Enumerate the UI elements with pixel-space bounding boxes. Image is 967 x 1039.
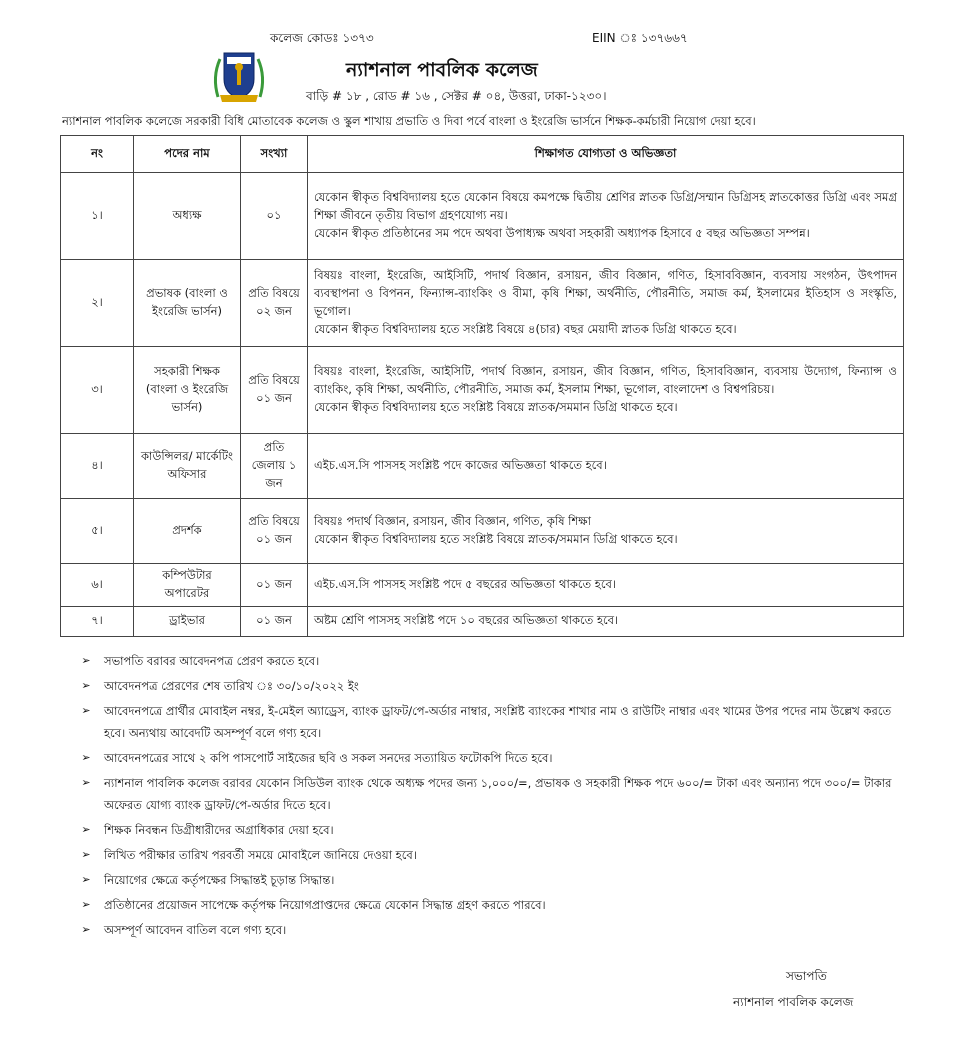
list-item [78, 772, 908, 816]
row-no: ৭। [61, 606, 134, 636]
row-post: সহকারী শিক্ষক (বাংলা ও ইংরেজি ভার্সন) [134, 347, 241, 434]
row-no: ২। [61, 260, 134, 347]
arrow-bullet-icon: ➢ [81, 873, 91, 886]
table-header-row [61, 136, 904, 173]
row-count: প্রতি বিষয়ে ০১ জন [241, 347, 308, 434]
row-qualification [308, 173, 904, 260]
row-count: প্রতি বিষয়ে ০১ জন [241, 499, 308, 564]
table-row [61, 347, 904, 434]
qualification-line: যেকোন স্বীকৃত বিশ্ববিদ্যালয় হতে যেকোন বিষয়ে কমপক্ষে দ্বিতীয় শ্রেণির স্নাতক ডিগ্রি/সম্মান ডিগ্রিসহ স্নাতকোত্তর ডিগ্রি এবং সমগ্র শিক্ষা জীবনে তৃতীয় বিভাগ গ্রহণযোগ্য নয়। [314, 190, 897, 223]
table-row [61, 606, 904, 636]
row-post: প্রদর্শক [134, 499, 241, 564]
note-text: সভাপতি বরাবর আবেদনপত্র প্রেরণ করতে হবে। [104, 654, 320, 668]
row-post: কম্পিউটার অপারেটর [134, 564, 241, 607]
note-text: নিয়োগের ক্ষেত্রে কর্তৃপক্ষের সিদ্ধান্তই চূড়ান্ত সিদ্ধান্ত। [104, 873, 335, 887]
qualification-line: যেকোন স্বীকৃত বিশ্ববিদ্যালয় হতে সংশ্লিষ্ট বিষয়ে ৪(চার) বছর মেয়াদী স্নাতক ডিগ্রি থাকতে হবে। [314, 321, 737, 336]
col-header-no: নং [61, 136, 134, 173]
posts-table [60, 135, 904, 637]
arrow-bullet-icon: ➢ [81, 679, 91, 692]
table-row [61, 173, 904, 260]
signature-org: ন্যাশনাল পাবলিক কলেজ [733, 995, 854, 1009]
list-item [78, 919, 908, 941]
arrow-bullet-icon: ➢ [81, 751, 91, 764]
qualification-line: বিষয়ঃ বাংলা, ইংরেজি, আইসিটি, পদার্থ বিজ্ঞান, রসায়ন, জীব বিজ্ঞান, গণিত, হিসাববিজ্ঞান, ব্যবসায় উদ্যোগ, ফিন্যান্স ও ব্যাংকিং, কৃষি শিক্ষা, অর্থনীতি, পৌরনীতি, সমাজ কর্ম, ইসলাম শিক্ষা, ভূগোল, বাংলাদেশ ও বিশ্বপরিচয়। [314, 364, 897, 397]
arrow-bullet-icon: ➢ [81, 823, 91, 836]
table-row [61, 564, 904, 607]
row-count: ০১ [241, 173, 308, 260]
row-post: ড্রাইভার [134, 606, 241, 636]
list-item [78, 747, 908, 769]
table-row [61, 434, 904, 499]
arrow-bullet-icon: ➢ [81, 654, 91, 667]
list-item [78, 844, 908, 866]
row-count: ০১ জন [241, 564, 308, 607]
list-item [78, 650, 908, 672]
note-text: লিখিত পরীক্ষার তারিখ পরবর্তী সময়ে মোবাইলে জানিয়ে দেওয়া হবে। [104, 848, 417, 862]
eiin-number: EIIN ঃ ১৩৭৬৬৭ [592, 31, 688, 45]
list-item [78, 819, 908, 841]
list-item [78, 700, 908, 744]
row-no: ৩। [61, 347, 134, 434]
qualification-line: বিষয়ঃ বাংলা, ইংরেজি, আইসিটি, পদার্থ বিজ্ঞান, রসায়ন, জীব বিজ্ঞান, গণিত, হিসাববিজ্ঞান, ব্যবসায় সংগঠন, উৎপাদন ব্যবস্থাপনা ও বিপনন, ফিন্যান্স-ব্যাংকিং ও বীমা, কৃষি শিক্ষা, অর্থনীতি, পৌরনীতি, সমাজ কর্ম, ইসলামের ইতিহাস ও সংস্কৃতি, ভূগোল। [314, 268, 897, 318]
row-post: অধ্যক্ষ [134, 173, 241, 260]
note-text: অসম্পূর্ণ আবেদন বাতিল বলে গণ্য হবে। [104, 923, 287, 937]
note-text: আবেদনপত্রে প্রার্থীর মোবাইল নম্বর, ই-মেইল অ্যাড্রেস, ব্যাংক ড্রাফট/পে-অর্ডার নাম্বার, সংশ্লিষ্ট ব্যাংকের শাখার নাম ও রাউটিং নাম্বার এবং খামের উপর পদের নাম উল্লেখ করতে হবে। অন্যথায় আবেদটি অসম্পূর্ণ বলে গণ্য হবে। [104, 704, 892, 740]
qualification-line: বিষয়ঃ পদার্থ বিজ্ঞান, রসায়ন, জীব বিজ্ঞান, গণিত, কৃষি শিক্ষা [314, 514, 591, 529]
table-row [61, 260, 904, 347]
row-qualification [308, 347, 904, 434]
signature-title: সভাপতি [786, 969, 827, 983]
table-row [61, 499, 904, 564]
row-no: ৬। [61, 564, 134, 607]
list-item [78, 869, 908, 891]
row-post: কাউন্সিলর/ মার্কেটিং অফিসার [134, 434, 241, 499]
arrow-bullet-icon: ➢ [81, 848, 91, 861]
row-no: ৪। [61, 434, 134, 499]
arrow-bullet-icon: ➢ [81, 898, 91, 911]
qualification-line: যেকোন স্বীকৃত বিশ্ববিদ্যালয় হতে সংশ্লিষ্ট বিষয়ে স্নাতক/সমমান ডিগ্রি থাকতে হবে। [314, 532, 678, 546]
qualification-line: যেকোন স্বীকৃত বিশ্ববিদ্যালয় হতে সংশ্লিষ্ট বিষয়ে স্নাতক/সমমান ডিগ্রি থাকতে হবে। [314, 399, 678, 414]
college-address: বাড়ি # ১৮ , রোড # ১৬ , সেক্টর # ০৪, উত্তরা, ঢাকা-১২৩০। [306, 89, 607, 103]
row-qualification: এইচ.এস.সি পাসসহ সংশ্লিষ্ট পদে কাজের অভিজ্ঞতা থাকতে হবে। [308, 434, 904, 499]
college-name: ন্যাশনাল পাবলিক কলেজ [346, 59, 538, 81]
note-text: শিক্ষক নিবন্ধন ডিগ্রীধারীদের অগ্রাধিকার দেয়া হবে। [104, 823, 334, 837]
arrow-bullet-icon: ➢ [81, 776, 91, 789]
list-item [78, 675, 908, 697]
notes-list [78, 650, 908, 944]
qualification-line: যেকোন স্বীকৃত প্রতিষ্ঠানের সম পদে অথবা উপাধ্যক্ষ অথবা সহকারী অধ্যাপক হিসাবে ৫ বছর অভিজ্ঞতা সম্পন্ন। [314, 225, 810, 240]
row-post: প্রভাষক (বাংলা ও ইংরেজি ভার্সন) [134, 260, 241, 347]
row-count: ০১ জন [241, 606, 308, 636]
college-code: কলেজ কোডঃ ১৩৭৩ [270, 31, 374, 45]
note-text: আবেদনপত্র প্রেরণের শেষ তারিখ ঃ ৩০/১০/২০২২ ইং [104, 679, 359, 693]
row-count: প্রতি জেলায় ১ জন [241, 434, 308, 499]
row-qualification: অষ্টম শ্রেণি পাসসহ সংশ্লিষ্ট পদে ১০ বছরের অভিজ্ঞতা থাকতে হবে। [308, 606, 904, 636]
list-item [78, 894, 908, 916]
row-qualification: এইচ.এস.সি পাসসহ সংশ্লিষ্ট পদে ৫ বছরের অভিজ্ঞতা থাকতে হবে। [308, 564, 904, 607]
college-logo-icon [210, 45, 268, 105]
arrow-bullet-icon: ➢ [81, 704, 91, 717]
note-text: ন্যাশনাল পাবলিক কলেজ বরাবর যেকোন সিডিউল ব্যাংক থেকে অধ্যক্ষ পদের জন্য ১,০০০/=, প্রভাষক ও সহকারী শিক্ষক পদে ৬০০/= টাকা এবং অন্যান্য পদে ৩০০/= টাকার অফেরত যোগ্য ব্যাংক ড্রাফট/পে-অর্ডার দিতে হবে। [104, 776, 892, 812]
row-no: ১। [61, 173, 134, 260]
note-text: প্রতিষ্ঠানের প্রয়োজন সাপেক্ষে কর্তৃপক্ষ নিয়োগপ্রাপ্তদের ক্ষেত্রে যেকোন সিদ্ধান্ত গ্রহণ করতে পারবে। [104, 898, 546, 912]
intro-text: ন্যাশনাল পাবলিক কলেজে সরকারী বিধি মোতাবেক কলেজ ও স্কুল শাখায় প্রভাতি ও দিবা পর্বে বাংলা ও ইংরেজি ভার্সনে শিক্ষক-কর্মচারী নিয়োগ দেয়া হবে। [62, 114, 756, 128]
row-count: প্রতি বিষয়ে ০২ জন [241, 260, 308, 347]
row-qualification [308, 499, 904, 564]
arrow-bullet-icon: ➢ [81, 923, 91, 936]
col-header-post: পদের নাম [134, 136, 241, 173]
row-no: ৫। [61, 499, 134, 564]
row-qualification [308, 260, 904, 347]
col-header-qualification: শিক্ষাগত যোগ্যতা ও অভিজ্ঞতা [308, 136, 904, 173]
note-text: আবেদনপত্রের সাথে ২ কপি পাসপোর্ট সাইজের ছবি ও সকল সনদের সত্যায়িত ফটোকপি দিতে হবে। [104, 751, 553, 765]
col-header-count: সংখ্যা [241, 136, 308, 173]
